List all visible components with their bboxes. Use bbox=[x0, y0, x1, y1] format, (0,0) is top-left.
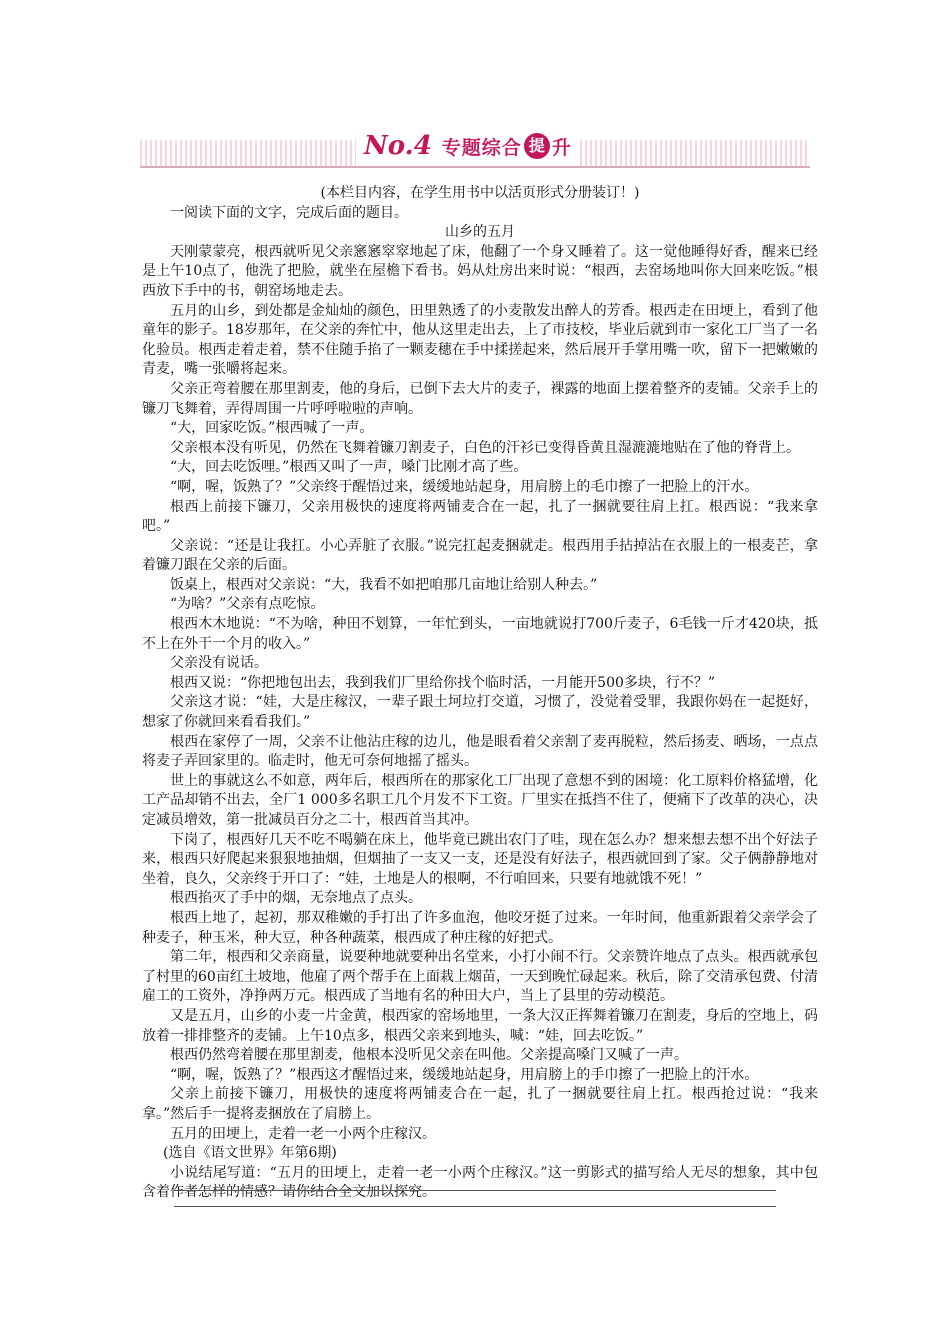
answer-line bbox=[174, 1190, 776, 1191]
banner-title-text: 专题综合 bbox=[441, 136, 522, 159]
story-paragraph: 世上的事就这么不如意，两年后，根西所在的那家化工厂出现了意想不到的困境：化工原料价格猛增，化工产品却销不出去，全厂1 000多名职工几个月发不下工资。厂里实在抵挡不住了，便痛下了改革的决心，决定减员增效，第一批减员百分之二十，根西首当其冲。 bbox=[142, 772, 818, 828]
story-paragraph: 父亲正弯着腰在那里割麦，他的身后，已倒下去大片的麦子，裸露的地面上摆着整齐的麦铺。父亲手上的镰刀飞舞着，弄得周围一片呼呼啦啦的声响。 bbox=[142, 380, 818, 417]
story-paragraph: 第二年，根西和父亲商量，说要种地就要种出名堂来，小打小闹不行。父亲赞许地点了点头。根西就承包了村里的60亩红土坡地，他雇了两个帮手在上面栽上烟苗，一天到晚忙碌起来。秋后，除了交清承包费、付清雇工的工资外，净挣两万元。根西成了当地有名的种田大户，当上了县里的劳动模范。 bbox=[142, 949, 818, 1005]
section-banner bbox=[140, 120, 810, 172]
story-paragraph: 根西又说：“你把地包出去，我到我们厂里给你找个临时活，一月能开500多块，行不？” bbox=[170, 674, 716, 691]
source-citation: (选自《语文世界》年第6期) bbox=[163, 1145, 337, 1162]
story-paragraph: “啊，喔，饭熟了？”根西这才醒悟过来，缓缓地站起身，用肩膀上的手巾擦了一把脸上的汗水。 bbox=[170, 1066, 759, 1083]
story-paragraph: 五月的山乡，到处都是金灿灿的颜色，田里熟透了的小麦散发出醉人的芳香。根西走在田埂上，看到了他童年的影子。18岁那年，在父亲的奔忙中，他从这里走出去，上了市技校，毕业后就到市一家化工厂当了一名化验员。根西走着走着，禁不住随手掐了一颗麦穗在手中揉搓起来，然后展开手掌用嘴一吹，留下一把嫩嫩的青麦，嘴一张嚼将起来。 bbox=[142, 302, 818, 378]
story-title: 山乡的五月 bbox=[445, 224, 515, 241]
story-paragraph: 父亲根本没有听见，仍然在飞舞着镰刀割麦子，白色的汗衫已变得昏黄且湿漉漉地贴在了他的脊背上。 bbox=[170, 439, 800, 456]
document-body bbox=[142, 184, 818, 1203]
story-paragraph: “为啥？”父亲有点吃惊。 bbox=[170, 596, 325, 613]
usage-note: (本栏目内容，在学生用书中以活页形式分册装订！) bbox=[320, 185, 640, 201]
story-paragraph: 根西上地了，起初，那双稚嫩的手打出了许多血泡，他咬牙挺了过来。一年时间，他重新跟着父亲学会了种麦子，种玉米，种大豆，种各种蔬菜，根西成了种庄稼的好把式。 bbox=[142, 909, 818, 946]
answer-line bbox=[174, 1206, 776, 1207]
story-paragraph: 父亲没有说话。 bbox=[170, 655, 268, 672]
story-paragraph: 父亲这才说：“娃，大是庄稼汉，一辈子跟土坷垃打交道，习惯了，没觉着受罪，我跟你妈在一起挺好，想家了你就回来看看我们。” bbox=[142, 694, 818, 731]
story-paragraph: 五月的田埂上，走着一老一小两个庄稼汉。 bbox=[170, 1125, 436, 1142]
story-paragraph: 父亲上前接下镰刀，用极快的速度将两铺麦合在一起，扎了一捆就要往肩上扛。根西抢过说：“我来拿。”然后手一提将麦捆放在了肩膀上。 bbox=[142, 1086, 818, 1122]
story-paragraph: 下岗了，根西好几天不吃不喝躺在床上，他毕竟已跳出农门了哇，现在怎么办？想来想去想不出个好法子来，根西只好爬起来狠狠地抽烟，但烟抽了一支又一支，还是没有好法子，根西就回到了家。父子俩静静地对坐着，良久，父亲终于开口了：“娃，土地是人的根啊，不行咱回来，只要有地就饿不死！” bbox=[142, 831, 818, 887]
story-paragraph: 根西在家停了一周，父亲不让他沾庄稼的边儿，他是眼看着父亲割了麦再脱粒，然后扬麦、晒场，一点点将麦子弄回家里的。临走时，他无可奈何地摇了摇头。 bbox=[142, 733, 818, 770]
story-paragraphs bbox=[142, 243, 818, 1144]
banner-title-last-char: 升 bbox=[551, 136, 571, 159]
story-paragraph: “大，回去吃饭哩。”根西又叫了一声，嗓门比刚才高了些。 bbox=[170, 459, 528, 476]
reading-instruction: 一阅读下面的文字，完成后面的题目。 bbox=[170, 204, 408, 221]
banner-title-circle-char: 提 bbox=[524, 133, 550, 159]
story-paragraph: 根西掐灭了手中的烟，无奈地点了点头。 bbox=[170, 890, 422, 907]
story-paragraph: 又是五月，山乡的小麦一片金黄，根西家的窑场地里，一条大汉正挥舞着镰刀在割麦，身后的空地上，码放着一排排整齐的麦铺。上午10点多，根西父亲来到地头，喊：“娃，回去吃饭。” bbox=[142, 1007, 818, 1044]
story-paragraph: 父亲说：“还是让我扛。小心弄脏了衣服。”说完扛起麦捆就走。根西用手拈掉沾在衣服上的一根麦芒，拿着镰刀跟在父亲的后面。 bbox=[142, 537, 818, 574]
story-paragraph: 饭桌上，根西对父亲说：“大，我看不如把咱那几亩地让给别人种去。” bbox=[170, 576, 598, 593]
story-paragraph: 天刚蒙蒙亮，根西就听见父亲窸窸窣窣地起了床，他翻了一个身又睡着了。这一觉他睡得好香，醒来已经是上午10点了，他洗了把脸，就坐在屋檐下看书。妈从灶房出来时说：“根西，去窑场地叫你大回来吃饭。”根西放下手中的书，朝窑场地走去。 bbox=[142, 243, 818, 299]
banner-number: No.4 bbox=[364, 131, 432, 161]
story-paragraph: “大，回家吃饭。”根西喊了一声。 bbox=[170, 420, 374, 437]
story-paragraph: 根西仍然弯着腰在那里割麦，他根本没听见父亲在叫他。父亲提高嗓门又喊了一声。 bbox=[170, 1047, 688, 1064]
story-paragraph: “啊，喔，饭熟了？”父亲终于醒悟过来，缓缓地站起身，用肩膀上的毛巾擦了一把脸上的汗水。 bbox=[170, 478, 759, 495]
story-paragraph: 根西上前接下镰刀，父亲用极快的速度将两铺麦合在一起，扎了一捆就要往肩上扛。根西说：“我来拿吧。” bbox=[142, 498, 818, 535]
story-paragraph: 根西木木地说：“不为啥，种田不划算，一年忙到头，一亩地就说打700斤麦子，6毛钱一斤才420块，抵不上在外干一个月的收入。” bbox=[142, 616, 818, 652]
question: 小说结尾写道：“五月的田埂上，走着一老一小两个庄稼汉。”这一剪影式的描写给人无尽的想象，其中包含着作者怎样的情感？请你结合全文加以探究。 bbox=[142, 1164, 818, 1201]
banner-title bbox=[356, 126, 579, 166]
